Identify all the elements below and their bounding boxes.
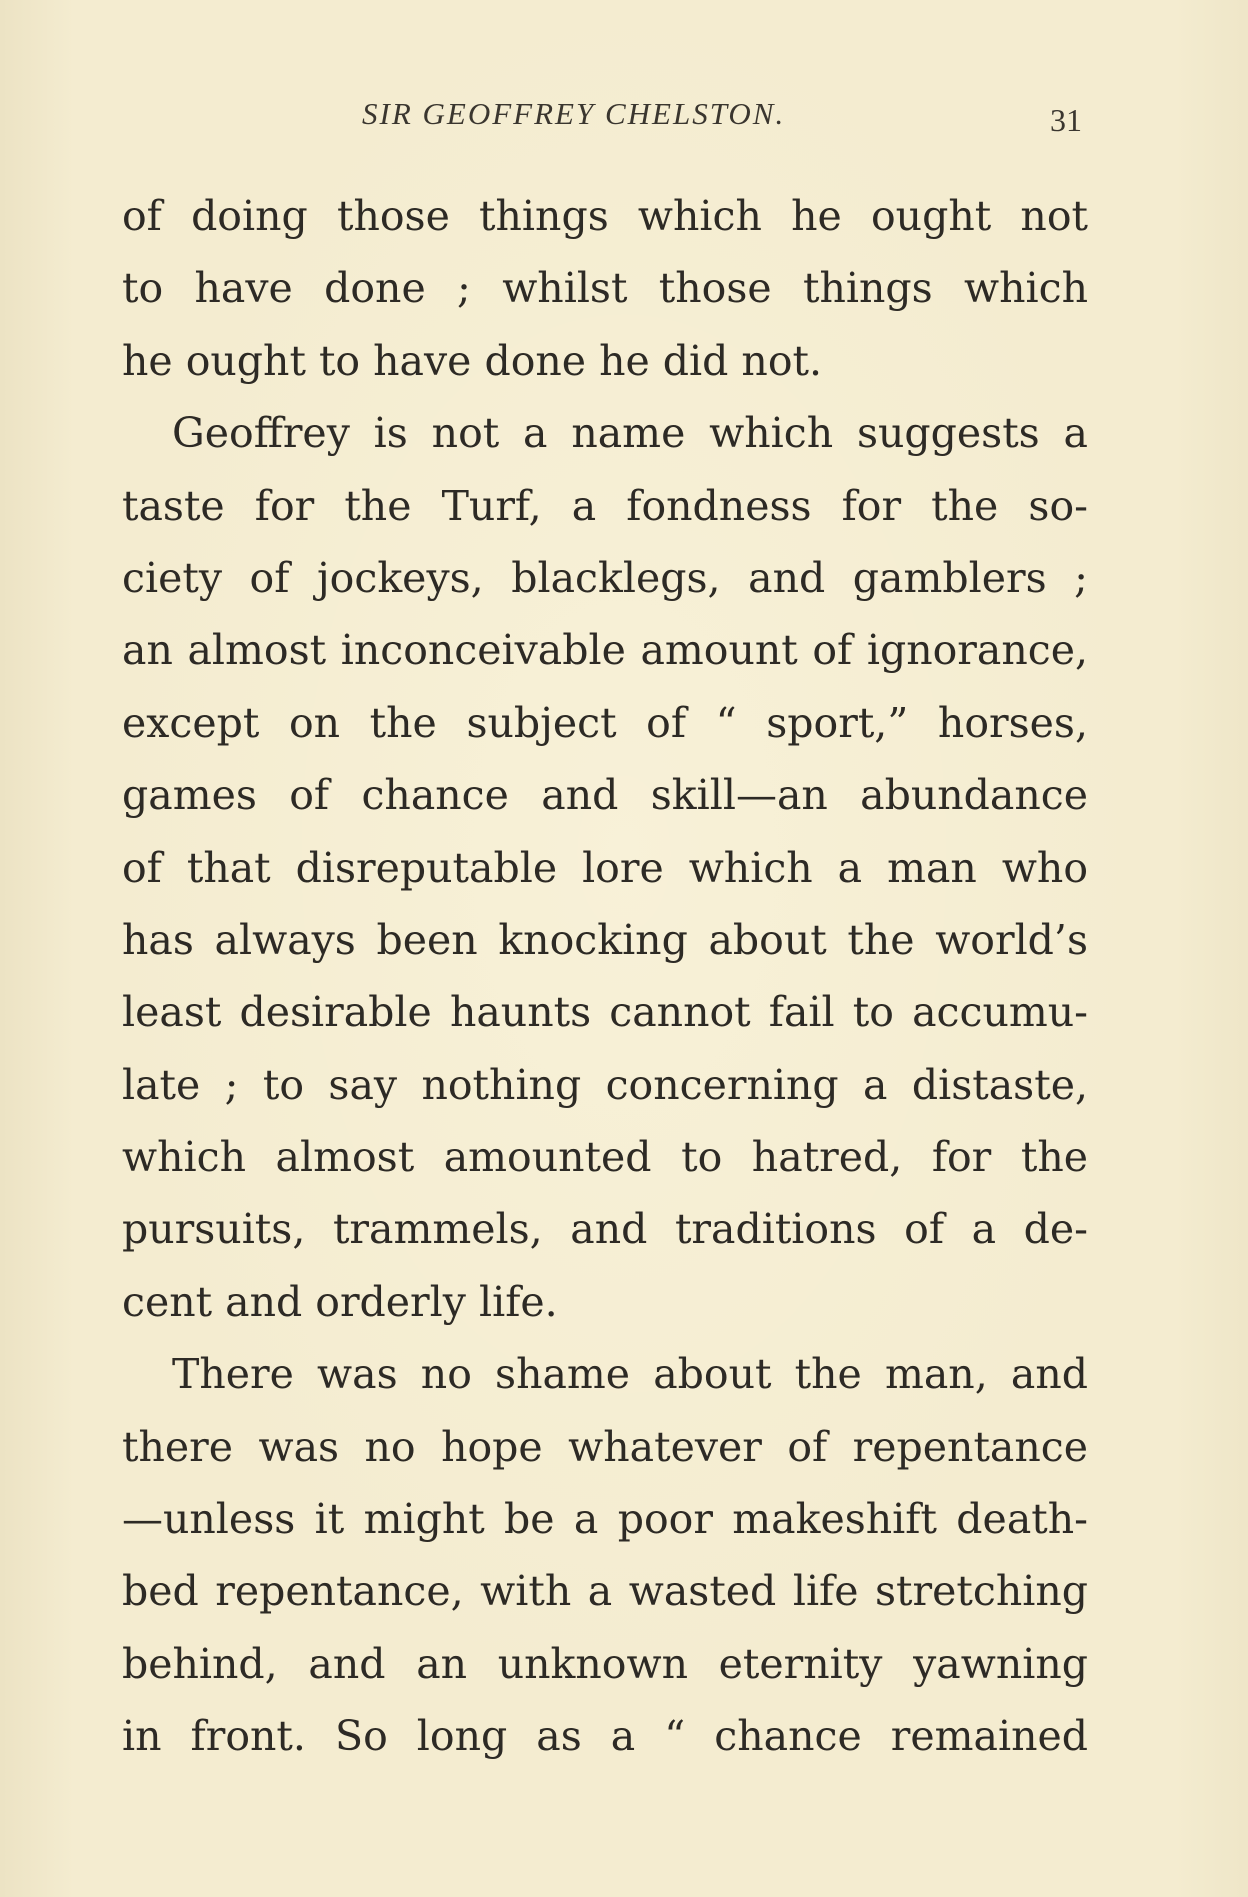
text-line-content: to have done ; whilst those things which (122, 264, 1088, 313)
text-line (122, 252, 1088, 324)
text-line-content: cent and orderly life. (122, 1277, 558, 1326)
text-line (122, 1338, 1088, 1410)
text-line (122, 1411, 1088, 1483)
text-line (122, 1193, 1088, 1265)
text-line (122, 1266, 1088, 1338)
text-line (122, 614, 1088, 686)
text-line-content: ciety of jockeys, blacklegs, and gamblers ; (122, 553, 1088, 602)
text-line-content: —unless it might be a poor makeshift death- (122, 1495, 1088, 1544)
text-line-content: has always been knocking about the world’s (122, 915, 1088, 964)
text-line (122, 687, 1088, 759)
text-line-content: there was no hope whatever of repentance (122, 1422, 1088, 1471)
text-line-content: There was no shame about the man, and (172, 1350, 1088, 1399)
running-head (122, 96, 1082, 140)
text-line (122, 470, 1088, 542)
text-line-content: an almost inconceivable amount of ignorance, (122, 626, 1088, 675)
text-line-content: bed repentance, with a wasted life stretching (122, 1567, 1088, 1616)
text-line (122, 1483, 1088, 1555)
text-line-content: least desirable haunts cannot fail to accumu- (122, 988, 1088, 1037)
text-line (122, 1049, 1088, 1121)
text-line (122, 325, 1088, 397)
text-line-content: in front. So long as a “ chance remained (122, 1712, 1088, 1761)
text-line-content: which almost amounted to hatred, for the (122, 1133, 1088, 1182)
text-line (122, 1700, 1088, 1772)
text-line-content: except on the subject of “ sport,” horses, (122, 698, 1088, 747)
body-text (122, 180, 1088, 1773)
text-line-content: late ; to say nothing concerning a distaste, (122, 1060, 1088, 1109)
text-line-content: Geoffrey is not a name which suggests a (172, 409, 1088, 458)
text-line-content: behind, and an unknown eternity yawning (122, 1639, 1088, 1688)
text-line-content: pursuits, trammels, and traditions of a de- (122, 1205, 1088, 1254)
text-line (122, 1121, 1088, 1193)
text-line (122, 542, 1088, 614)
text-line (122, 1628, 1088, 1700)
text-line (122, 1555, 1088, 1627)
text-line (122, 180, 1088, 252)
text-line-content: taste for the Turf, a fondness for the so- (122, 481, 1088, 530)
text-line (122, 904, 1088, 976)
text-line (122, 832, 1088, 904)
text-line-content: of doing those things which he ought not (122, 192, 1088, 240)
text-line-content: games of chance and skill—an abundance (122, 771, 1088, 820)
text-line (122, 759, 1088, 831)
page-number: 31 (1050, 102, 1082, 138)
text-line-content: he ought to have done he did not. (122, 336, 823, 385)
text-line (122, 976, 1088, 1048)
text-line (122, 397, 1088, 469)
text-line-content: of that disreputable lore which a man who (122, 843, 1088, 892)
running-title: SIR GEOFFREY CHELSTON. (362, 96, 786, 131)
